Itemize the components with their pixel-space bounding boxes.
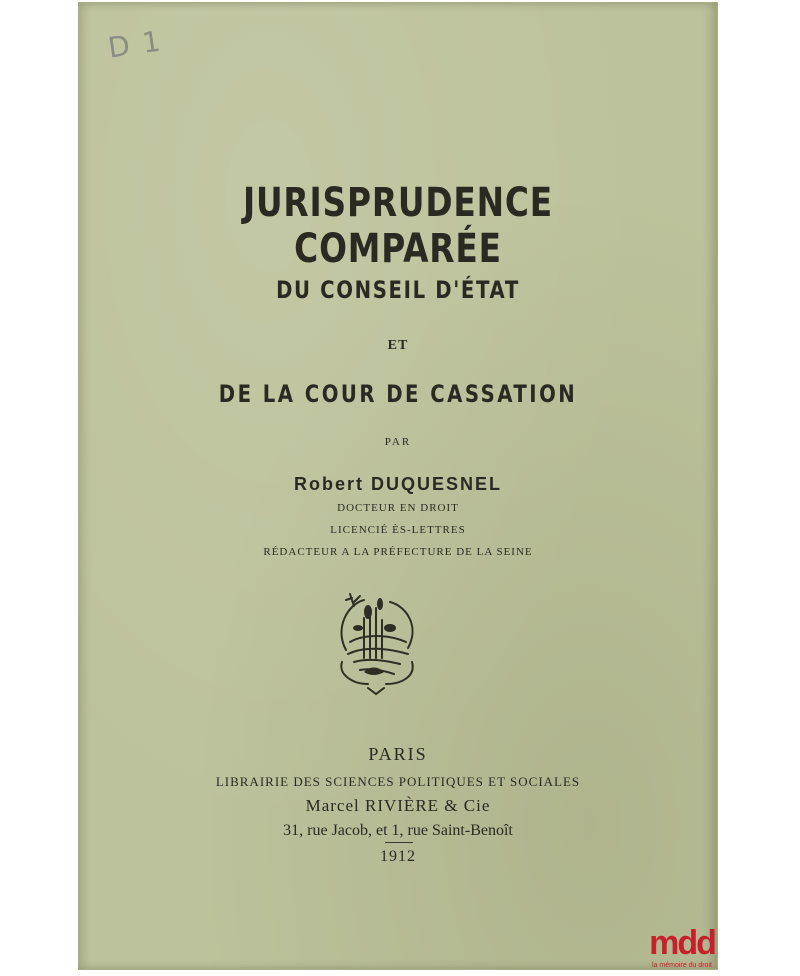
conjunction: ET: [387, 338, 409, 353]
author-credential: RÉDACTEUR A LA PRÉFECTURE DE LA SEINE: [263, 546, 533, 558]
author-credential: DOCTEUR EN DROIT: [337, 502, 459, 514]
publisher-address: 31, rue Jacob, et 1, rue Saint-Benoît: [283, 822, 513, 839]
watermark-mark: mdd: [649, 924, 715, 962]
year-divider: [385, 842, 413, 843]
pencil-shelf-mark: D 1: [105, 24, 165, 65]
watermark-caption: la mémoire du droit: [652, 962, 712, 969]
publisher-name: Marcel RIVIÈRE & Cie: [305, 796, 491, 815]
landscape-vignette-icon: [324, 588, 428, 698]
book-title: JURISPRUDENCE COMPARÉE: [242, 180, 554, 272]
author-credential: LICENCIÉ ÈS-LETTRES: [330, 524, 466, 536]
author-name: Robert DUQUESNEL: [293, 474, 502, 494]
subtitle-line-1: DU CONSEIL D'ÉTAT: [276, 276, 520, 304]
subtitle-line-2: DE LA COUR DE CASSATION: [218, 380, 578, 408]
mdd-watermark-logo: [644, 926, 720, 974]
imprint-city: PARIS: [368, 744, 428, 764]
publication-year: 1912: [380, 848, 416, 865]
publisher-house: LIBRAIRIE DES SCIENCES POLITIQUES ET SOCIALES: [215, 774, 581, 789]
by-line: PAR: [384, 436, 412, 448]
